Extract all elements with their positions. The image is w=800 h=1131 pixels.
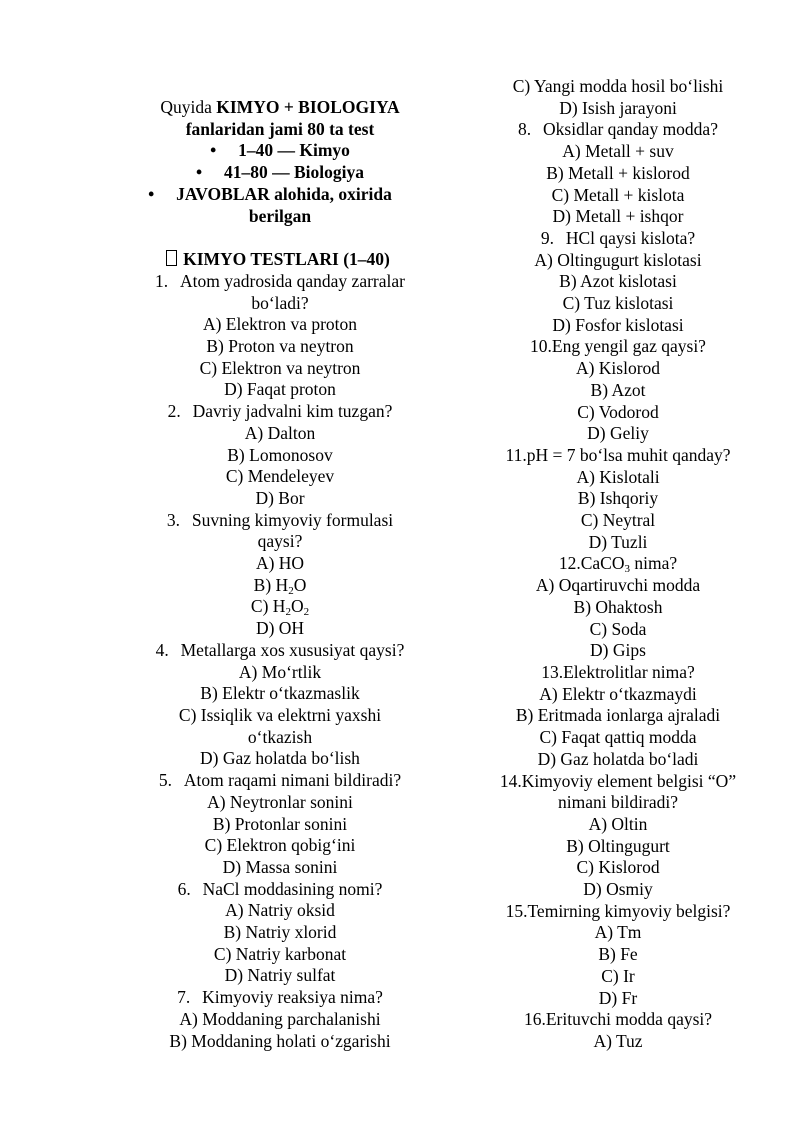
option: D) Fosfor kislotasi xyxy=(552,314,684,335)
option: D) Gaz holatda bo‘lish xyxy=(200,748,360,769)
bullet-icon: • xyxy=(195,162,203,183)
option: A) Elektron va proton xyxy=(202,314,358,335)
bullet-kimyo: • 1–40 — Kimyo xyxy=(210,140,350,161)
left-column xyxy=(130,97,430,1052)
option: C) Soda xyxy=(589,618,647,639)
option: A) Oltingugurt kislotasi xyxy=(534,249,702,270)
option: C) Elektron qobig‘ini xyxy=(204,835,356,856)
question-8: 8. Oksidlar qanday modda? A) Metall + suv B) Metall + kislorod C) Metall + kislota D) Metall + ishqor xyxy=(468,119,768,228)
option: D) Massa sonini xyxy=(222,856,338,877)
option: C) Yangi modda hosil bo‘lishi xyxy=(512,76,724,96)
option: C) Neytral xyxy=(580,510,656,531)
option: D) Fr xyxy=(598,987,638,1008)
question-6: 6. NaCl moddasining nomi? A) Natriy oksid B) Natriy xlorid C) Natriy karbonat D) Natriy sulfat xyxy=(130,879,430,988)
bullet-javoblar-cont: berilgan xyxy=(248,205,312,226)
option: D) Gips xyxy=(590,640,646,661)
option: A) Kislotali xyxy=(576,466,660,487)
question-5: 5. Atom raqami nimani bildiradi? A) Neytronlar sonini B) Protonlar sonini C) Elektron qobig‘ini D) Massa sonini xyxy=(130,770,430,879)
bullet-javoblar: • JAVOBLAR alohida, oxirida xyxy=(148,183,392,204)
missing-glyph-icon xyxy=(166,250,177,266)
option: D) Faqat proton xyxy=(224,379,336,400)
option: A) Metall + suv xyxy=(562,141,674,162)
option: C) Elektron va neytron xyxy=(199,357,361,378)
option: B) Protonlar sonini xyxy=(212,813,348,834)
option: B) $H_2O$ xyxy=(253,574,307,597)
option: D) Tuzli xyxy=(588,531,648,552)
option: A) Tuz xyxy=(593,1030,643,1051)
option: B) Proton va neytron xyxy=(206,336,354,357)
option: B) Azot xyxy=(590,379,646,400)
question-3: 3. Suvning kimyoviy formulasi qaysi? A) HO B) $H_2O$ C) $H_2O_2$ D) OH xyxy=(130,510,430,640)
option: B) Fe xyxy=(598,944,638,965)
option: A) Neytronlar sonini xyxy=(207,791,353,812)
bullet-icon: • xyxy=(210,140,217,161)
question-11: 11.pH = 7 bo‘lsa muhit qanday? A) Kislotali B) Ishqoriy C) Neytral D) Tuzli xyxy=(468,445,768,554)
option: D) OH xyxy=(255,618,305,639)
option: A) Tm xyxy=(594,922,642,943)
option: C) Kislorod xyxy=(576,857,660,878)
option: A) Kislorod xyxy=(575,358,661,379)
option: C) Tuz kislotasi xyxy=(562,293,674,314)
option: B) Metall + kislorod xyxy=(546,162,690,183)
intro-line-2: fanlaridan jami 80 ta test xyxy=(185,118,375,139)
option: A) Moddaning parchalanishi xyxy=(179,1008,381,1029)
option: B) Moddaning holati o‘zgarishi xyxy=(169,1030,391,1051)
section-title: KIMYO TESTLARI (1–40) xyxy=(126,249,430,271)
bullet-biologiya: • 41–80 — Biologiya xyxy=(195,162,364,183)
option: D) Osmiy xyxy=(583,879,653,900)
question-4: 4. Metallarga xos xususiyat qaysi? A) Mo‘rtlik B) Elektr o‘tkazmaslik C) Issiqlik va elektrni yaxshi o‘tkazish D) Gaz holatda bo‘lish xyxy=(130,640,430,770)
option: B) Ishqoriy xyxy=(577,488,659,509)
option: D) Natriy sulfat xyxy=(224,965,336,986)
option: A) Oltin xyxy=(588,813,648,834)
option: C) $H_2O_2$ xyxy=(250,596,310,619)
bullet-icon: • xyxy=(148,183,155,204)
option: B) Oltingugurt xyxy=(566,835,670,856)
option: A) Mo‘rtlik xyxy=(238,661,322,682)
option: D) Metall + ishqor xyxy=(552,206,684,227)
option: C) Faqat qattiq modda xyxy=(539,727,697,748)
option-cont: o‘tkazish xyxy=(247,726,313,747)
option: B) Elektr o‘tkazmaslik xyxy=(200,683,360,704)
option: A) Dalton xyxy=(244,422,316,443)
option: B) Azot kislotasi xyxy=(559,271,677,292)
option: B) Natriy xlorid xyxy=(223,922,337,943)
option: C) Issiqlik va elektrni yaxshi xyxy=(178,704,382,725)
right-column xyxy=(468,76,768,1053)
option: B) Ohaktosh xyxy=(573,596,663,617)
option: D) Gaz holatda bo‘ladi xyxy=(537,748,699,769)
option: D) Isish jarayoni xyxy=(559,97,677,118)
question-9: 9. HCl qaysi kislota? A) Oltingugurt kislotasi B) Azot kislotasi C) Tuz kislotasi D) Fosfor kislotasi xyxy=(468,228,768,337)
question-7-cont xyxy=(468,76,768,119)
option: A) Natriy oksid xyxy=(225,900,335,921)
option: A) Elektr o‘tkazmaydi xyxy=(539,683,697,704)
option: C) Ir xyxy=(601,965,635,986)
option: C) Metall + kislota xyxy=(551,184,685,205)
question-10: 10.Eng yengil gaz qaysi? A) Kislorod B) Azot C) Vodorod D) Geliy xyxy=(468,336,768,445)
question-13: 13.Elektrolitlar nima? A) Elektr o‘tkazmaydi B) Eritmada ionlarga ajraladi C) Faqat qattiq modda D) Gaz holatda bo‘ladi xyxy=(468,662,768,771)
question-15: 15.Temirning kimyoviy belgisi? A) Tm B) Fe C) Ir D) Fr xyxy=(468,901,768,1010)
option: D) Bor xyxy=(255,487,305,508)
option: A) HO xyxy=(255,553,305,574)
question-16: 16.Erituvchi modda qaysi? A) Tuz xyxy=(468,1009,768,1052)
option: B) Lomonosov xyxy=(227,444,333,465)
question-2: 2. Davriy jadvalni kim tuzgan? A) Dalton B) Lomonosov C) Mendeleyev D) Bor xyxy=(130,401,430,510)
intro-line-1: Quyida KIMYO + BIOLOGIYA xyxy=(160,97,400,117)
option: A) Oqartiruvchi modda xyxy=(535,575,701,596)
question-12: 12.CaCO$_3$ nima? A) Oqartiruvchi modda B) Ohaktosh C) Soda D) Gips xyxy=(468,553,768,662)
question-7: 7. Kimyoviy reaksiya nima? A) Moddaning parchalanishi B) Moddaning holati o‘zgarishi xyxy=(130,987,430,1052)
option: C) Mendeleyev xyxy=(225,466,335,487)
option: D) Geliy xyxy=(587,423,649,444)
option: B) Eritmada ionlarga ajraladi xyxy=(515,705,721,726)
option: C) Vodorod xyxy=(577,401,659,422)
question-14: 14.Kimyoviy element belgisi “O” nimani bildiradi? A) Oltin B) Oltingugurt C) Kislorod D) Osmiy xyxy=(468,771,768,901)
question-1: 1. Atom yadrosida qanday zarralar bo‘ladi? A) Elektron va proton B) Proton va neytron C) Elektron va neytron D) Faqat proton xyxy=(130,271,430,401)
option: C) Natriy karbonat xyxy=(213,943,347,964)
